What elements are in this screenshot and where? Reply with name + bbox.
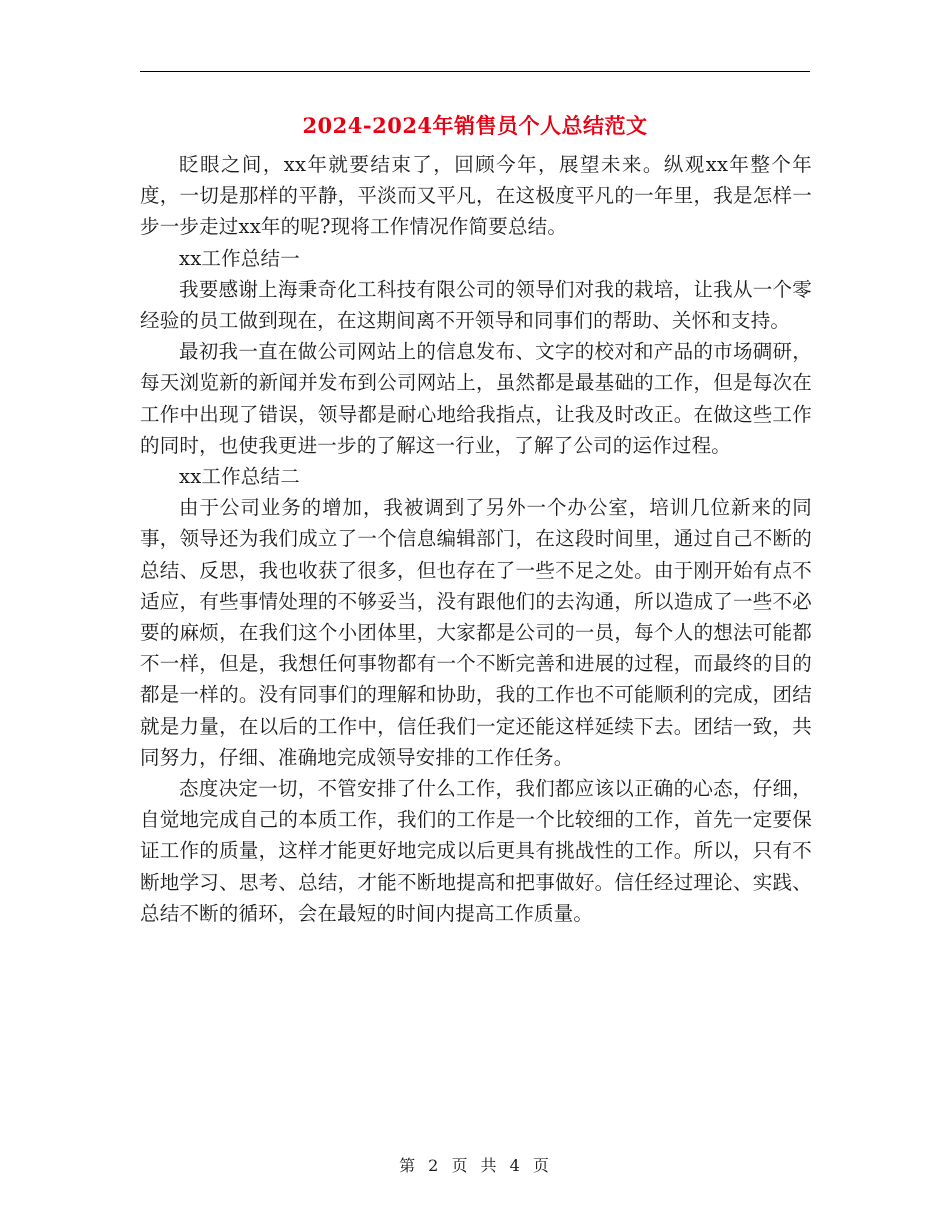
paragraph-thanks: 我要感谢上海秉奇化工科技有限公司的领导们对我的栽培，让我从一个零经验的员工做到现在，在这期间离不开领导和同事们的帮助、关怀和支持。 — [140, 277, 812, 333]
paragraph-attitude: 态度决定一切，不管安排了什么工作，我们都应该以正确的心态，仔细，自觉地完成自己的本质工作，我们的工作是一个比较细的工作，首先一定要保证工作的质量，这样才能更好地完成以后更具有挑战性的工作。所以，只有不断地学习、思考、总结，才能不断地提高和把事做好。信任经过理论、实践、总结不断的循环，会在最短的时间内提高工作质量。 — [140, 777, 812, 925]
paragraph-intro: 眨眼之间，xx年就要结束了，回顾今年，展望未来。纵观xx年整个年度，一切是那样的平静，平淡而又平凡，在这极度平凡的一年里，我是怎样一步一步走过xx年的呢?现将工作情况作简要总结。 — [140, 153, 812, 239]
section-heading-2: xx工作总结二 — [179, 465, 300, 489]
paragraph-early-work: 最初我一直在做公司网站上的信息发布、文字的校对和产品的市场碉研，每天浏览新的新闻并发布到公司网站上，虽然都是最基础的工作，但是每次在工作中出现了错误，领导都是耐心地给我指点，让我及时改正。在做这些工作的同时，也使我更进一步的了解这一行业，了解了公司的运作过程。 — [140, 340, 812, 457]
page-footer: 第 2 页 共 4 页 — [399, 1156, 551, 1175]
paragraph-team: 由于公司业务的增加，我被调到了另外一个办公室，培训几位新来的同事，领导还为我们成立了一个信息编辑部门，在这段时间里，通过自己不断的总结、反思，我也收获了很多，但也存在了一些不足之处。由于刚开始有点不适应，有些事情处理的不够妥当，没有跟他们的去沟通，所以造成了一些不必要的麻烦，在我们这个小团体里，大家都是公司的一员，每个人的想法可能都不一样，但是，我想任何事物都有一个不断完善和进展的过程，而最终的目的都是一样的。没有同事们的理解和协助，我的工作也不可能顺利的完成，团结就是力量，在以后的工作中，信任我们一定还能这样延续下去。团结一致，共同努力，仔细、准确地完成领导安排的工作任务。 — [140, 496, 812, 769]
section-heading-1: xx工作总结一 — [179, 246, 300, 270]
header-rule — [140, 71, 810, 72]
document-title: 2024-2024年销售员个人总结范文 — [302, 113, 648, 138]
document-body — [140, 149, 812, 929]
